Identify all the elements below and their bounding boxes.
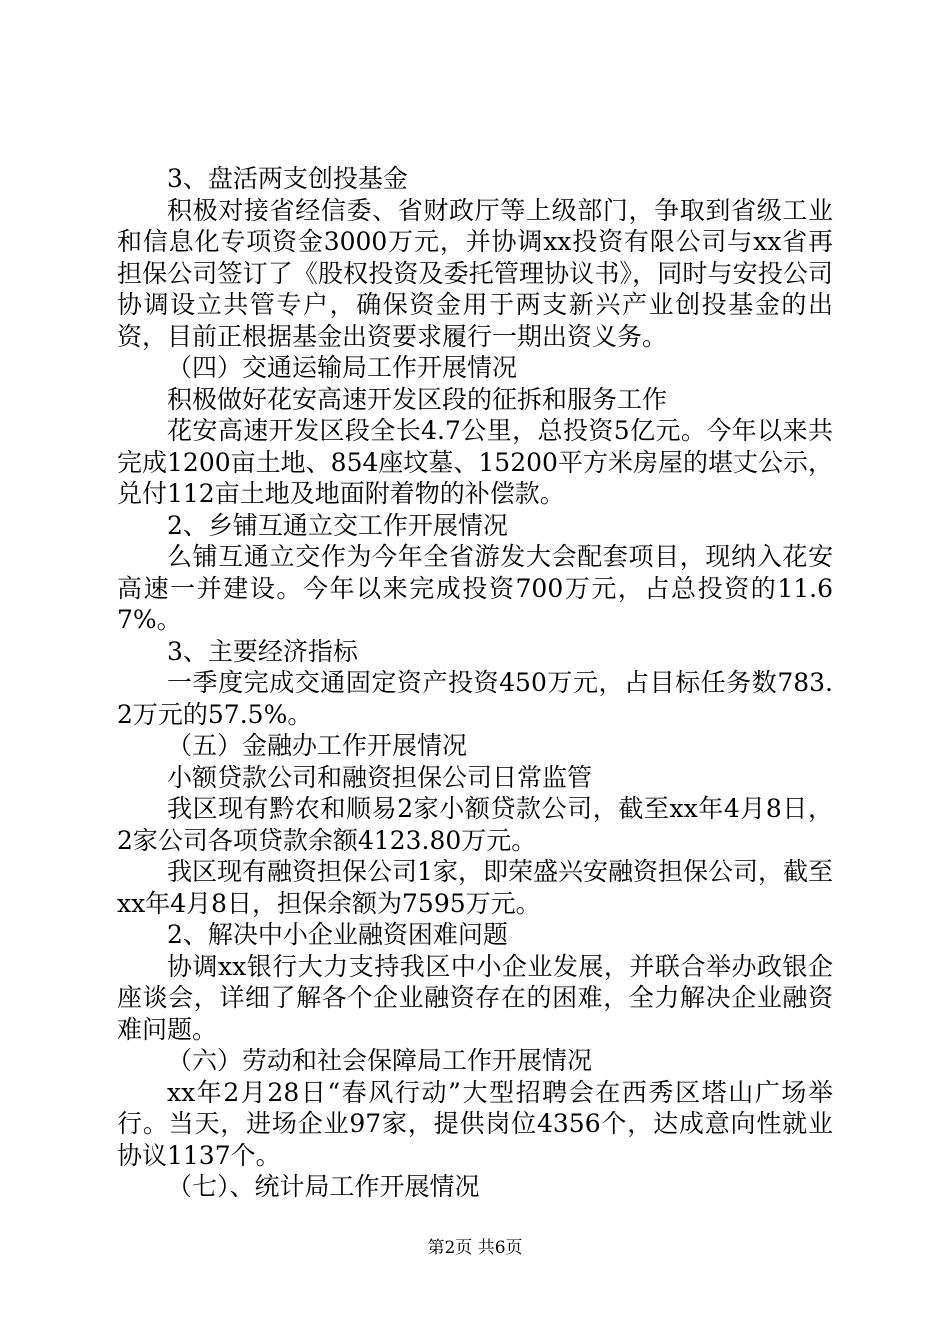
paragraph: 积极对接省经信委、省财政厅等上级部门，争取到省级工业和信息化专项资金3000万元，并协调xx投资有限公司与xx省再担保公司签订了《股权投资及委托管理协议书》，同时与安投公司协调设立共管专户，确保资金用于两支新兴产业创投基金的出资，目前正根据基金出资要求履行一期出资义务。 — [117, 195, 833, 351]
paragraph: 么铺互通立交作为今年全省游发大会配套项目，现纳入花安高速一并建设。今年以来完成投资700万元，占总投资的11.67%。 — [117, 542, 833, 634]
paragraph: 一季度完成交通固定资产投资450万元，占目标任务数783.2万元的57.5%。 — [117, 668, 833, 729]
section-heading-statistics: （七）、统计局工作开展情况 — [167, 1172, 480, 1201]
page-number-footer: 第2页 共6页 — [427, 1238, 523, 1258]
section-heading-finance: （五）金融办工作开展情况 — [167, 731, 468, 760]
paragraph: 我区现有融资担保公司1家，即荣盛兴安融资担保公司，截至xx年4月8日，担保余额为7595万元。 — [117, 857, 833, 918]
paragraph-subheading: 积极做好花安高速开发区段的征拆和服务工作 — [167, 384, 668, 414]
paragraph: 协调xx银行大力支持我区中小企业发展，并联合举办政银企座谈会，详细了解各个企业融资存在的困难，全力解决企业融资难问题。 — [117, 951, 833, 1044]
section-heading-labor: （六）劳动和社会保障局工作开展情况 — [167, 1046, 593, 1075]
paragraph-subheading: 2、乡铺互通立交工作开展情况 — [167, 510, 508, 540]
section-heading-transport: （四）交通运输局工作开展情况 — [167, 353, 518, 382]
paragraph: 花安高速开发区段全长4.7公里，总投资5亿元。今年以来共完成1200亩土地、854座坟墓、15200平方米房屋的堪丈公示，兑付112亩土地及地面附着物的补偿款。 — [117, 416, 833, 508]
paragraph-subheading: 2、解决中小企业融资困难问题 — [167, 920, 508, 949]
document-body — [117, 163, 833, 1203]
paragraph-subheading: 3、主要经济指标 — [167, 636, 358, 666]
paragraph: 我区现有黔农和顺易2家小额贷款公司，截至xx年4月8日，2家公司各项贷款余额4123.80万元。 — [117, 794, 833, 855]
paragraph: xx年2月28日“春风行动”大型招聘会在西秀区塔山广场举行。当天，进场企业97家，提供岗位4356个，达成意向性就业协议1137个。 — [117, 1077, 833, 1170]
paragraph-subheading: 小额贷款公司和融资担保公司日常监管 — [167, 762, 593, 792]
paragraph-heading-revitalize-funds: 3、盘活两支创投基金 — [167, 164, 408, 193]
